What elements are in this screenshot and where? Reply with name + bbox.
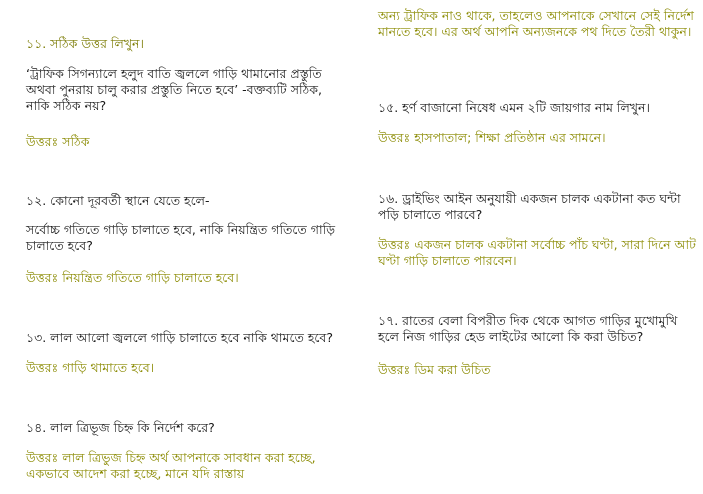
q15-block	[378, 100, 696, 116]
q14-block	[26, 420, 344, 436]
q11-question: ‘ট্রাফিক সিগন্যালে হলুদ বাতি জ্বললে গাড়ি থামানোর প্রস্তুতি অথবা পুনরায় চালু করার প্রস্তুতি নিতে হবে’ -বক্তব্যটি সঠিক, নাকি সঠিক নয়?	[26, 66, 322, 113]
q12-question: ১২. কোনো দূরবর্তী স্থানে যেতে হলে-	[26, 193, 210, 208]
q12-answer: উত্তরঃ নিয়ন্ত্রিত গতিতে গাড়ি চালাতে হবে।	[26, 270, 239, 285]
q11-answer: উত্তরঃ সঠিক	[26, 134, 90, 149]
q15-question: ১৫. হর্ণ বাজানো নিষেধ এমন ২টি জায়গার নাম লিখুন।	[378, 100, 650, 115]
q17-block	[378, 313, 696, 345]
q13-answer-block	[26, 360, 344, 376]
q16-answer-block	[378, 237, 696, 269]
q12-sub-block	[26, 222, 344, 254]
q12-answer-block	[26, 270, 344, 286]
q14-answer: উত্তরঃ লাল ত্রিভুজ চিহ্ন অর্থ আপনাকে সাবধান করা হচ্ছে, একভাবে আদেশ করা হচ্ছে, মানে যদি রাস্তায়	[26, 450, 316, 481]
q16-answer: উত্তরঃ একজন চালক একটানা সর্বোচ্চ পাঁচ ঘণ্টা, সারা দিনে আট ঘণ্টা গাড়ি চালাতে পারবেন।	[378, 237, 696, 268]
q16-block	[378, 191, 696, 223]
continued-block	[378, 8, 696, 40]
q14-answer-block	[26, 450, 344, 482]
q13-answer: উত্তরঃ গাড়ি থামাতে হবে।	[26, 360, 155, 375]
q17-answer-block	[378, 362, 696, 378]
q11-heading-block	[26, 36, 344, 52]
q17-answer: উত্তরঃ ডিম করা উচিত	[378, 362, 491, 377]
q11-answer-block	[26, 134, 344, 150]
q16-question: ১৬. ড্রাইভিং আইন অনুযায়ী একজন চালক একটানা কত ঘন্টা পড়ি চালাতে পারবে?	[378, 191, 681, 222]
q12-block	[26, 193, 344, 209]
q15-answer-block	[378, 130, 696, 146]
q17-question: ১৭. রাতের বেলা বিপরীত দিক থেকে আগত গাড়ির মুখোমুখি হলে নিজ গাড়ির হেড লাইটের আলো কি করা উচিত?	[378, 313, 678, 344]
q11-heading: ১১. সঠিক উত্তর লিখুন।	[26, 36, 144, 51]
q13-block	[26, 330, 344, 346]
q13-question: ১৩. লাল আলো জ্বললে গাড়ি চালাতে হবে নাকি থামতে হবে?	[26, 330, 334, 345]
q15-answer: উত্তরঃ হাসপাতাল; শিক্ষা প্রতিষ্ঠান এর সামনে।	[378, 130, 606, 145]
q14-continued-answer: অন্য ট্রাফিক নাও থাকে, তাহলেও আপনাকে সেখানে সেই নির্দেশ মানতে হবে। এর অর্থ আপনি অন্যজনকে পথ দিতে তৈরী থাকুন।	[378, 8, 694, 39]
q12-sub: সর্বোচ্চ গতিতে গাড়ি চালাতে হবে, নাকি নিয়ন্ত্রিত গতিতে গাড়ি চালাতে হবে?	[26, 222, 336, 253]
q11-question-block	[26, 66, 344, 114]
q14-question: ১৪. লাল ত্রিভূজ চিহ্ন কি নির্দেশ করে?	[26, 420, 215, 435]
